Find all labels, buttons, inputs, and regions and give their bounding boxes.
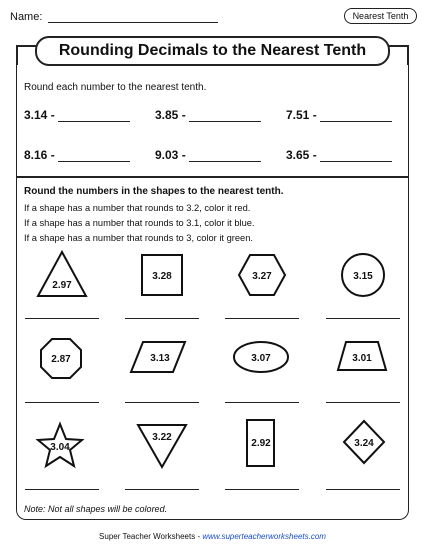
shape-value: 3.15 <box>353 271 373 282</box>
shape-answer-line[interactable] <box>326 489 400 490</box>
rule-red: If a shape has a number that rounds to 3.2, color it red. <box>24 203 251 213</box>
shape-answer-line[interactable] <box>225 318 299 319</box>
problem-text: 8.16 - <box>24 148 55 162</box>
shape-value: 3.13 <box>150 353 170 364</box>
problem-text: 3.65 - <box>286 148 317 162</box>
shape-answer-line[interactable] <box>225 402 299 403</box>
footer <box>0 532 425 541</box>
problem-text: 3.14 - <box>24 108 55 122</box>
shape-answer-line[interactable] <box>125 318 199 319</box>
shape-answer-line[interactable] <box>326 402 400 403</box>
shape-value: 3.04 <box>50 442 70 453</box>
footer-brand: Super Teacher Worksheets <box>99 532 196 541</box>
shape-answer-line[interactable] <box>25 318 99 319</box>
page-title: Rounding Decimals to the Nearest Tenth <box>35 36 390 66</box>
problem-text: 7.51 - <box>286 108 317 122</box>
shape-answer-line[interactable] <box>25 489 99 490</box>
rule-blue: If a shape has a number that rounds to 3.1, color it blue. <box>24 218 255 228</box>
footer-separator: - <box>195 532 203 541</box>
shape-value: 2.92 <box>251 438 271 449</box>
shape-value: 3.27 <box>252 271 272 282</box>
shape-value: 3.07 <box>251 353 271 364</box>
shape-answer-line[interactable] <box>25 402 99 403</box>
note: Note: Not all shapes will be colored. <box>24 504 168 514</box>
rule-green: If a shape has a number that rounds to 3, color it green. <box>24 233 253 243</box>
shape-value: 3.22 <box>152 432 172 443</box>
shape-value: 3.28 <box>152 271 172 282</box>
topic-tag: Nearest Tenth <box>344 8 417 24</box>
part2-instruction: Round the numbers in the shapes to the nearest tenth. <box>24 186 284 197</box>
shape-answer-line[interactable] <box>326 318 400 319</box>
shape-value: 2.97 <box>52 280 72 291</box>
shape-value: 2.87 <box>51 354 71 365</box>
shape-answer-line[interactable] <box>125 489 199 490</box>
shape-answer-line[interactable] <box>225 489 299 490</box>
part1-instruction: Round each number to the nearest tenth. <box>24 82 207 93</box>
shape-value: 3.01 <box>352 353 372 364</box>
shape-answer-line[interactable] <box>125 402 199 403</box>
problem-text: 3.85 - <box>155 108 186 122</box>
shape-value: 3.24 <box>354 438 374 449</box>
problem-text: 9.03 - <box>155 148 186 162</box>
name-label: Name: <box>10 11 43 23</box>
footer-site-link[interactable]: www.superteacherworksheets.com <box>202 532 326 541</box>
